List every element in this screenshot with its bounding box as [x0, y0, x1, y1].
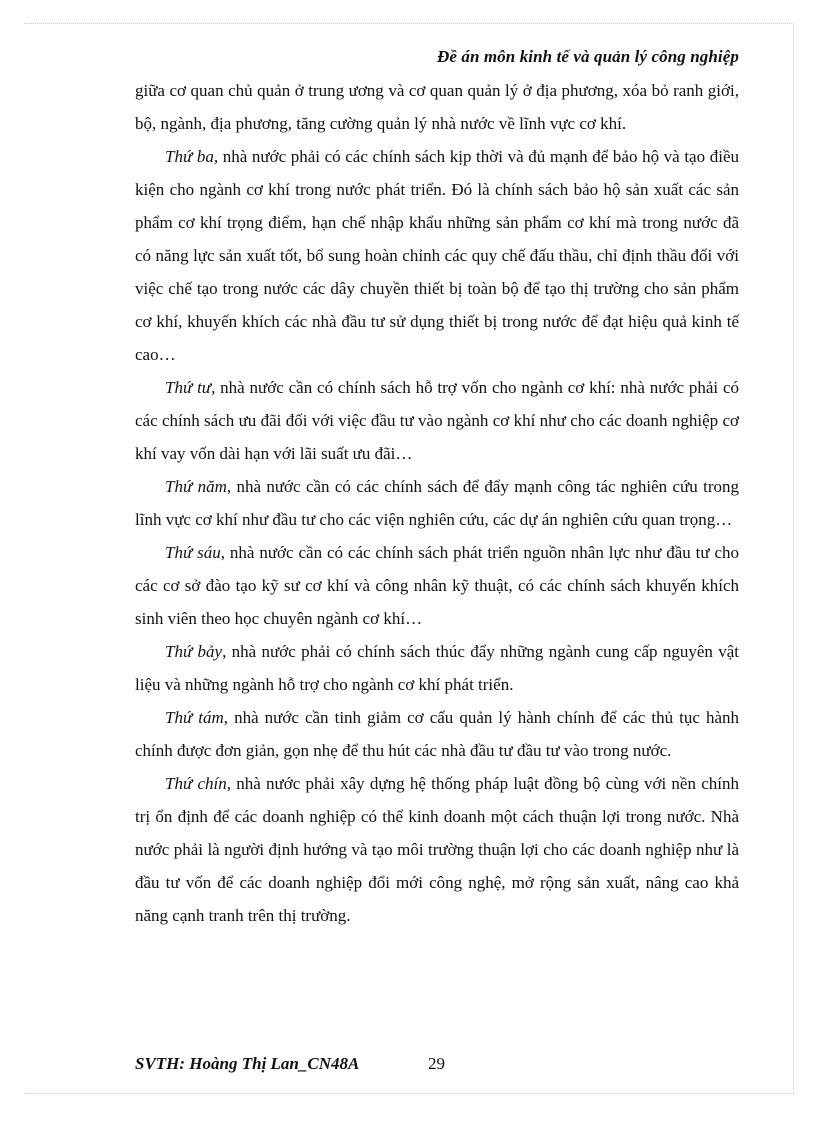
paragraph-lead: Thứ tám	[165, 708, 224, 727]
page-footer	[135, 1054, 445, 1074]
paragraph-text: nhà nước phải xây dựng hệ thống pháp luật đồng bộ cùng với nền chính trị ổn định để các doanh nghiệp có thể kinh doanh một cách thuận lợi trong nước. Nhà nước phải là người định hướng và tạo môi trường thuận lợi cho các doanh nghiệp như là đầu tư vốn để các doanh nghiệp đổi mới công nghệ, mở rộng sản xuất, nâng cao khả năng cạnh tranh trên thị trường.	[135, 774, 739, 925]
paragraph-lead: Thứ chín,	[165, 774, 231, 793]
paragraph-thu-chin	[135, 767, 739, 932]
paragraph-thu-bay	[135, 635, 739, 701]
paragraph-thu-sau	[135, 536, 739, 635]
document-body	[135, 74, 739, 932]
paragraph-text: , nhà nước cần tinh giảm cơ cấu quản lý hành chính để các thủ tục hành chính được đơn giản, gọn nhẹ để thu hút các nhà đầu tư đầu tư vào trong nước.	[135, 708, 739, 760]
paragraph-continuation	[135, 74, 739, 140]
page-border-bottom	[24, 1093, 794, 1094]
paragraph-lead: Thứ sáu	[165, 543, 221, 562]
paragraph-thu-nam	[135, 470, 739, 536]
paragraph-text: , nhà nước cần có các chính sách để đẩy mạnh công tác nghiên cứu trong lĩnh vực cơ khí như đầu tư cho các viện nghiên cứu, các dự án nghiên cứu quan trọng…	[135, 477, 739, 529]
paragraph-text: , nhà nước cần có chính sách hỗ trợ vốn cho ngành cơ khí: nhà nước phải có các chính sách ưu đãi đối với việc đầu tư vào ngành cơ khí như cho các doanh nghiệp cơ khí vay vốn dài hạn với lãi suất ưu đãi…	[135, 378, 739, 463]
paragraph-lead: Thứ ba,	[165, 147, 219, 166]
paragraph-lead: Thứ năm	[165, 477, 227, 496]
paragraph-text: , nhà nước phải có chính sách thúc đẩy những ngành cung cấp nguyên vật liệu và những ngành hỗ trợ cho ngành cơ khí phát triển.	[135, 642, 740, 694]
page-border-top	[24, 23, 794, 24]
paragraph-thu-tam	[135, 701, 739, 767]
paragraph-thu-ba	[135, 140, 739, 371]
paragraph-text: giữa cơ quan chủ quản ở trung ương và cơ quan quản lý ở địa phương, xóa bỏ ranh giới, bộ, ngành, địa phương, tăng cường quản lý nhà nước về lĩnh vực cơ khí.	[135, 81, 739, 133]
page-header: Đề án môn kinh tế và quản lý công nghiệp	[436, 47, 739, 66]
paragraph-lead: Thứ tư	[165, 378, 212, 397]
page-number: 29	[428, 1054, 445, 1073]
paragraph-text: , nhà nước cần có các chính sách phát triển nguồn nhân lực như đầu tư cho các cơ sở đào tạo kỹ sư cơ khí và công nhân kỹ thuật, có các chính sách khuyến khích sinh viên theo học chuyên ngành cơ khí…	[135, 543, 740, 628]
footer-author: SVTH: Hoàng Thị Lan_CN48A	[135, 1054, 360, 1073]
paragraph-lead: Thứ bảy	[165, 642, 223, 661]
page-border-right	[793, 23, 794, 1093]
paragraph-text: nhà nước phải có các chính sách kịp thời và đủ mạnh để bảo hộ và tạo điều kiện cho ngành cơ khí trong nước phát triển. Đó là chính sách bảo hộ sản xuất các sản phẩm cơ khí trọng điểm, hạn chế nhập khẩu những sản phẩm cơ khí mà trong nước đã có năng lực sản xuất tốt, bổ sung hoàn chỉnh các quy chế đấu thầu, chỉ định thầu đối với việc chế tạo trong nước các dây chuyền thiết bị toàn bộ để tạo thị trường cho sản phẩm cơ khí, khuyến khích các nhà đầu tư sử dụng thiết bị trong nước để đạt hiệu quả kinh tế cao…	[135, 147, 739, 364]
paragraph-thu-tu	[135, 371, 739, 470]
